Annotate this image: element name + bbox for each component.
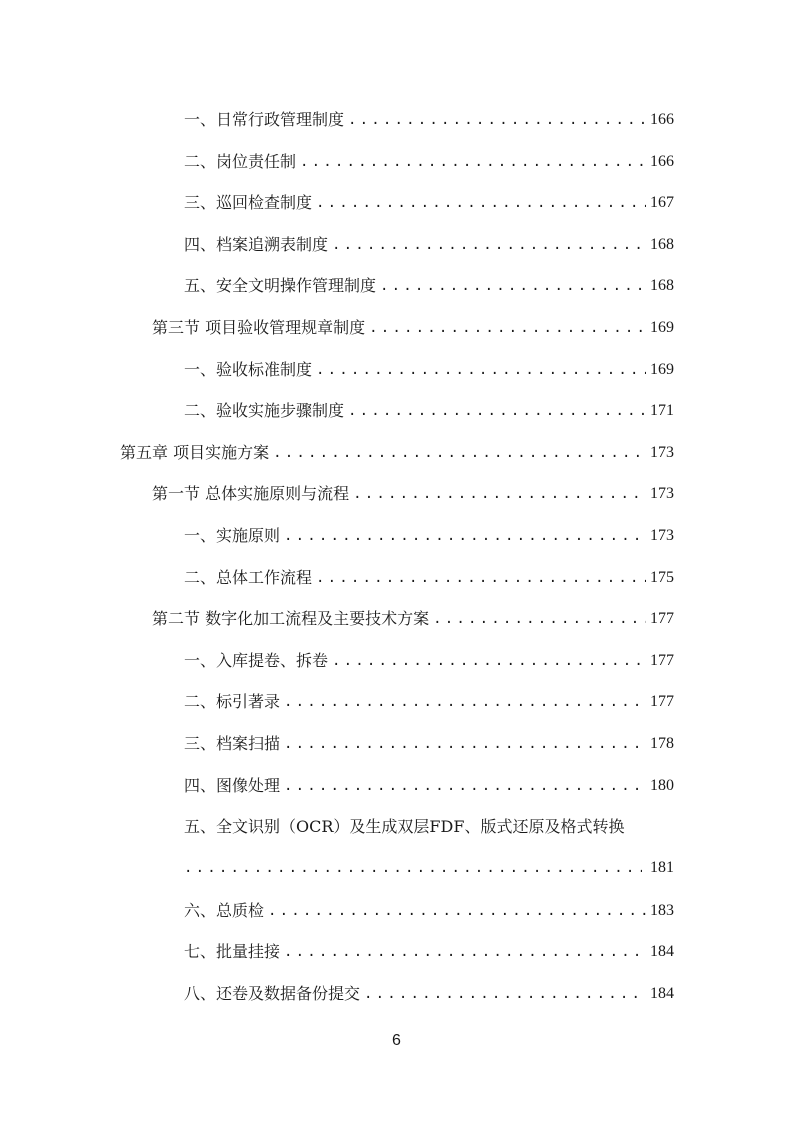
toc-entry-page: 166 <box>650 111 674 128</box>
toc-entry[interactable] <box>184 770 674 796</box>
toc-entry[interactable] <box>184 395 674 421</box>
toc-entry[interactable] <box>184 520 674 546</box>
toc-entry-page: 173 <box>650 485 674 502</box>
toc-entry-title: 二、验收实施步骤制度 <box>184 401 345 420</box>
dot-leader <box>332 651 646 671</box>
toc-entry-page: 173 <box>650 444 674 461</box>
dot-leader <box>300 152 646 172</box>
toc-entry-title: 二、总体工作流程 <box>184 568 313 587</box>
dot-leader <box>268 901 646 921</box>
toc-entry[interactable] <box>184 104 674 130</box>
toc-entry-title: 六、总质检 <box>184 901 265 920</box>
toc-entry-page: 184 <box>650 943 674 960</box>
toc-entry[interactable] <box>184 229 674 255</box>
dot-leader <box>273 443 646 463</box>
toc-entry-page: 168 <box>650 277 674 294</box>
toc-entry-page: 177 <box>650 693 674 710</box>
toc-entry-page: 177 <box>650 652 674 669</box>
dot-leader <box>316 568 646 588</box>
toc-entry[interactable] <box>184 728 674 754</box>
toc-entry-page: 169 <box>650 319 674 336</box>
toc-entry-page: 173 <box>650 527 674 544</box>
dot-leader <box>184 858 642 878</box>
dot-leader <box>284 734 646 754</box>
toc-entry-title: 一、日常行政管理制度 <box>184 110 345 129</box>
dot-leader <box>284 692 646 712</box>
toc-entry[interactable] <box>184 936 674 962</box>
toc-entry-continuation[interactable] <box>184 852 674 878</box>
dot-leader <box>284 776 646 796</box>
toc-entry-wrapped[interactable] <box>184 811 674 837</box>
toc-entry-page: 178 <box>650 735 674 752</box>
dot-leader <box>348 401 646 421</box>
dot-leader <box>364 984 646 1004</box>
page-number: 6 <box>392 1032 401 1049</box>
toc-entry-title: 三、档案扫描 <box>184 734 281 753</box>
toc-entry[interactable] <box>152 478 674 504</box>
toc-entry-title: 四、档案追溯表制度 <box>184 235 329 254</box>
toc-entry[interactable] <box>184 645 674 671</box>
toc-entry-title: 七、批量挂接 <box>184 942 281 961</box>
dot-leader <box>348 110 646 130</box>
toc-entry[interactable] <box>184 146 674 172</box>
toc-entry-title: 三、巡回检查制度 <box>184 193 313 212</box>
toc-entry-page: 181 <box>650 859 674 876</box>
toc-entry[interactable] <box>184 686 674 712</box>
toc-entry-page: 175 <box>650 569 674 586</box>
toc-entry-title: 一、验收标准制度 <box>184 360 313 379</box>
toc-entry-title: 二、标引著录 <box>184 692 281 711</box>
toc-entry-title: 第五章 项目实施方案 <box>120 443 270 462</box>
toc-entry-page: 168 <box>650 236 674 253</box>
dot-leader <box>316 360 646 380</box>
dot-leader <box>284 942 646 962</box>
dot-leader <box>433 609 646 629</box>
toc-entry[interactable] <box>184 187 674 213</box>
toc-entry-title: 第一节 总体实施原则与流程 <box>152 484 350 503</box>
toc-entry-page: 166 <box>650 153 674 170</box>
toc-entry[interactable] <box>184 354 674 380</box>
dot-leader <box>380 276 646 296</box>
toc-entry[interactable] <box>184 895 674 921</box>
toc-entry-page: 171 <box>650 402 674 419</box>
toc-entry[interactable] <box>184 562 674 588</box>
toc-entry-page: 167 <box>650 194 674 211</box>
toc-entry-title: 五、安全文明操作管理制度 <box>184 276 377 295</box>
dot-leader <box>332 235 646 255</box>
toc-entry-page: 183 <box>650 902 674 919</box>
toc-entry[interactable] <box>184 978 674 1004</box>
dot-leader <box>369 318 646 338</box>
toc-entry-page: 180 <box>650 777 674 794</box>
toc-entry-title: 第三节 项目验收管理规章制度 <box>152 318 366 337</box>
toc-entry-page: 184 <box>650 985 674 1002</box>
dot-leader <box>284 526 646 546</box>
toc-entry-title: 四、图像处理 <box>184 776 281 795</box>
toc-entry-title: 二、岗位责任制 <box>184 152 297 171</box>
toc-entry-title: 八、还卷及数据备份提交 <box>184 984 361 1003</box>
toc-entry[interactable] <box>120 437 674 463</box>
toc-entry-page: 169 <box>650 361 674 378</box>
toc-entry-page: 177 <box>650 610 674 627</box>
toc-entry-title: 一、入库提卷、拆卷 <box>184 651 329 670</box>
toc-entry-title: 一、实施原则 <box>184 526 281 545</box>
dot-leader <box>316 193 646 213</box>
toc-entry[interactable] <box>184 270 674 296</box>
toc-entry-title: 第二节 数字化加工流程及主要技术方案 <box>152 609 430 628</box>
toc-entry-title: 五、全文识别（OCR）及生成双层FDF、版式还原及格式转换 <box>184 817 625 836</box>
toc-entry[interactable] <box>152 603 674 629</box>
dot-leader <box>353 484 646 504</box>
toc-entry[interactable] <box>152 312 674 338</box>
